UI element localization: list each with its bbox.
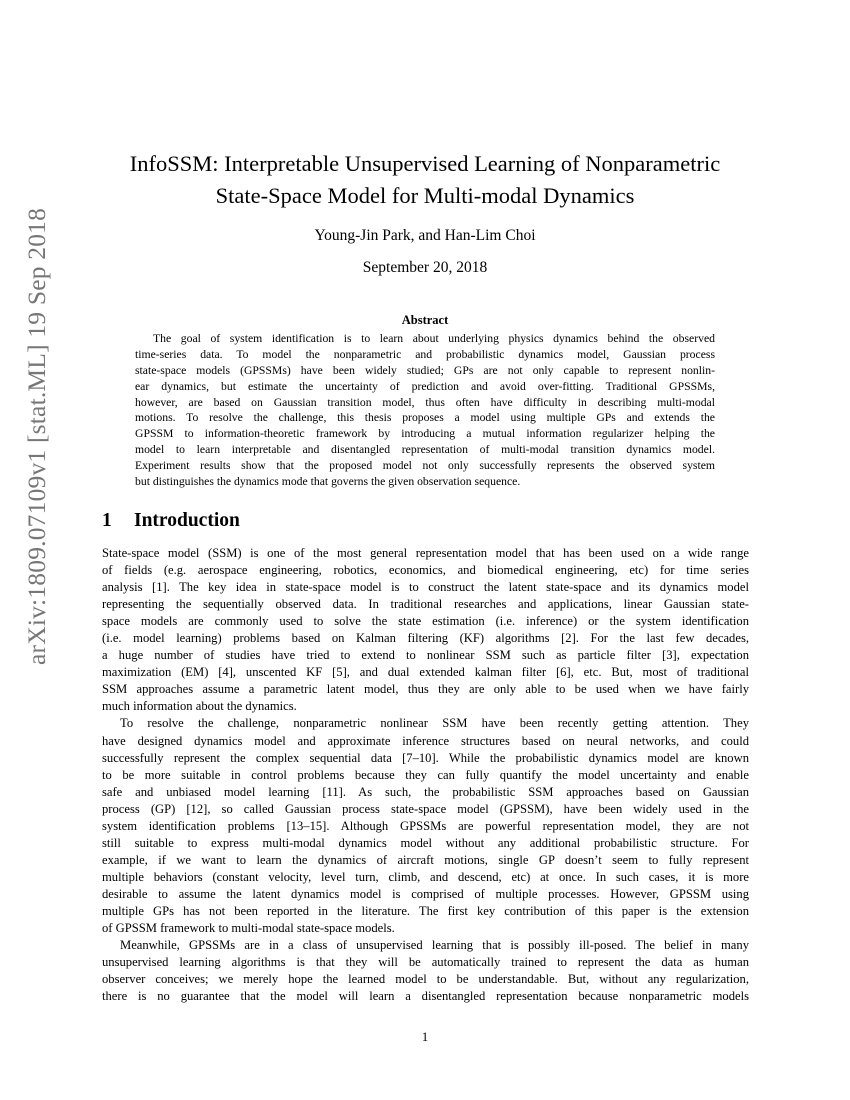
body-line: example, if we want to learn the dynamics of aircraft motions, single GP doesn’t seem to fully represent: [102, 852, 749, 867]
date: September 20, 2018: [362, 259, 488, 276]
body-line: (i.e. model learning) problems based on Kalman filtering (KF) algorithms [2]. For the last few decades,: [102, 631, 749, 646]
body-line: desirable to assume the latent dynamics model is comprised of multiple processes. However, GPSSM using: [102, 886, 749, 901]
section-number: 1: [102, 510, 112, 531]
abstract-line: GPSSM to information-theoretic framework by introducing a mutual information regularizer helping the: [135, 427, 715, 441]
abstract-line: but distinguishes the dynamics mode that governs the given observation sequence.: [135, 475, 521, 489]
page-number: 1: [421, 1030, 429, 1044]
body-line: process (GP) [12], so called Gaussian process state-space model (GPSSM), have been widely used in the: [102, 801, 749, 816]
body-line: a huge number of studies have tried to extend to nonlinear SSM such as particle filter [3], expectation: [102, 648, 749, 663]
abstract-heading: Abstract: [401, 313, 449, 327]
body-line: system identification problems [13–15]. Although GPSSMs are powerful representation model, they are not: [102, 818, 749, 833]
body-line: still suitable to express multi-modal dynamics model without any additional probabilistic structure. For: [102, 835, 749, 850]
body-line: unsupervised learning algorithms is that they will be automatically trained to represent the data as human: [102, 955, 749, 970]
abstract-line: ear dynamics, but estimate the uncertainty of prediction and avoid over-fitting. Traditional GPSSMs,: [135, 379, 715, 393]
paper-title: [90, 148, 760, 212]
body-line: multiple behaviors (constant velocity, level turn, climb, and descend, etc) at once. In such cases, it is more: [102, 869, 749, 884]
section-title: Introduction: [134, 510, 240, 531]
body-line: there is no guarantee that the model will learn a disentangled representation because nonparametric models: [102, 989, 749, 1004]
abstract-line: however, are based on Gaussian transition model, thus often have difficulty in describing multi-modal: [135, 395, 715, 409]
abstract-line: motions. To resolve the challenge, this thesis proposes a model using multiple GPs and extends the: [135, 411, 715, 425]
body-line: multiple GPs has not been reported in the literature. The first key contribution of this paper is the extension: [102, 903, 749, 918]
abstract-line: time-series data. To model the nonparametric and probabilistic dynamics model, Gaussian process: [135, 347, 715, 361]
body-line: much information about the dynamics.: [102, 699, 297, 714]
abstract-line: The goal of system identification is to learn about underlying physics dynamics behind the observed: [153, 332, 715, 345]
abstract-text: [135, 331, 715, 490]
arxiv-identifier: arXiv:1809.07109v1 [stat.ML] 19 Sep 2018: [22, 207, 51, 665]
title-line: State-Space Model for Multi-modal Dynamics: [215, 183, 635, 208]
body-line: representing the sequentially observed data. In traditional researches and applications, linear Gaussian state-: [102, 597, 749, 612]
abstract-line: Experiment results show that the proposed model not only successfully represents the observed system: [135, 459, 715, 473]
body-line: space models are commonly used to solve the state estimation (i.e. inference) or the system identification: [102, 614, 749, 629]
body-line: have designed dynamics model and approximate inference structures based on neural networks, and could: [102, 733, 749, 748]
abstract-line: model to learn interpretable and disentangled representation of multi-modal transition dynamics model.: [135, 443, 715, 457]
body-line: safe and unbiased model learning [11]. As such, the probabilistic SSM approaches based on Gaussian: [102, 784, 749, 799]
body-line: SSM approaches assume a parametric latent model, thus they are only able to be used when we have fairly: [102, 682, 749, 697]
body-line: Meanwhile, GPSSMs are in a class of unsupervised learning that is possibly ill-posed. The belief in many: [120, 938, 749, 953]
body-line: To resolve the challenge, nonparametric nonlinear SSM have been recently getting attention. They: [120, 716, 749, 731]
abstract-line: state-space models (GPSSMs) have been widely studied; GPs are not only capable to represent nonlin-: [135, 363, 715, 377]
body-line: State-space model (SSM) is one of the most general representation model that has been used on a wide range: [102, 546, 749, 560]
body-line: to be more suitable in control problems because they can fully quantify the model uncertainty and enable: [102, 767, 749, 782]
title-line: InfoSSM: Interpretable Unsupervised Learning of Nonparametric: [129, 151, 721, 176]
section-heading: [102, 510, 240, 532]
body-line: maximization (EM) [4], unscented KF [5], and dual extended kalman filter [6], etc. But, most of traditional: [102, 665, 749, 680]
body-text: [102, 545, 749, 1005]
body-line: of fields (e.g. aerospace engineering, robotics, economics, and biomedical engineering, etc) for time series: [102, 563, 749, 578]
body-line: analysis [1]. The key idea in state-space model is to construct the latent state-space and its dynamics model: [102, 580, 749, 595]
authors: Young-Jin Park, and Han-Lim Choi: [314, 227, 536, 244]
body-line: of GPSSM framework to multi-modal state-space models.: [102, 921, 395, 936]
body-line: observer conceives; we merely hope the learned model to be understandable. But, without any regularization,: [102, 972, 749, 987]
body-line: successfully represent the complex sequential data [7–10]. While the probabilistic dynamics model are known: [102, 750, 749, 765]
